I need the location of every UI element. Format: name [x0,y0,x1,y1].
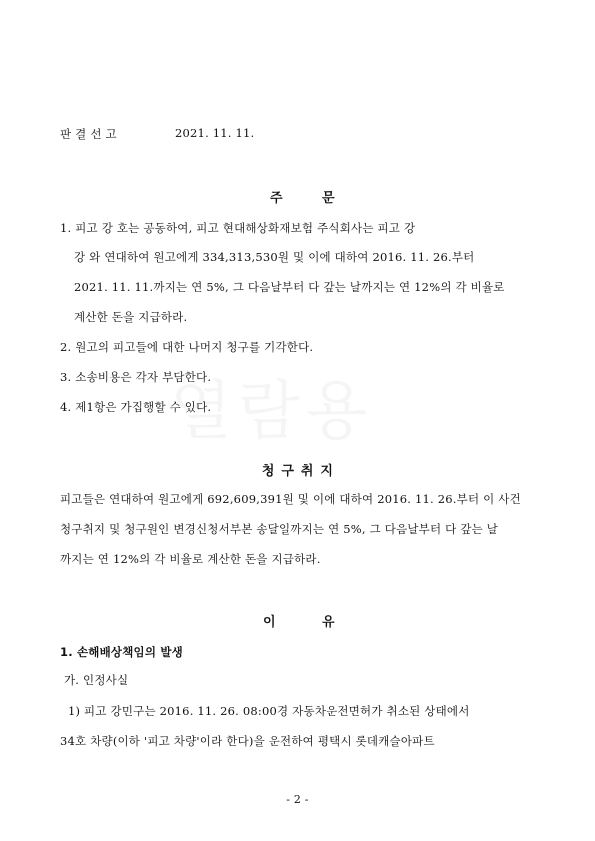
reason-heading-right: 유 [322,615,335,630]
fact-line-2: 34호 차량(이하 '피고 차량'이라 한다)을 운전하여 평택시 롯데캐슬아파트 [60,734,435,748]
section-title: 1. 손해배상책임의 발생 [60,645,183,659]
order-item-1-line2: 강 와 연대하여 원고에게 334,313,530원 및 이에 대하여 2016. 11. 26.부터 [74,250,475,264]
claim-heading: 청 구 취 지 [261,464,334,479]
order-heading-left: 주 [270,191,283,206]
order-item-1-line3: 2021. 11. 11.까지는 연 5%, 그 다음날부터 다 갚는 날까지는 연 12%의 각 비율로 [74,280,505,294]
order-item-2: 2. 원고의 피고들에 대한 나머지 청구를 기각한다. [60,340,314,354]
order-item-4: 4. 제1항은 가집행할 수 있다. [60,400,212,414]
claim-line-3: 까지는 연 12%의 각 비율로 계산한 돈을 지급하라. [60,552,321,566]
order-heading-right: 문 [322,191,335,206]
claim-line-2: 청구취지 및 청구원인 변경신청서부본 송달일까지는 연 5%, 그 다음날부터 다 갚는 날 [60,522,499,536]
reason-heading-left: 이 [263,615,276,630]
order-item-1-line1: 1. 피고 강 호는 공동하여, 피고 현대해상화재보험 주식회사는 피고 강 [60,221,416,235]
sentence-label: 판 결 선 고 [60,127,117,141]
order-item-3: 3. 소송비용은 각자 부담한다. [60,370,212,384]
sentence-date: 2021. 11. 11. [175,126,255,140]
claim-line-1: 피고들은 연대하여 원고에게 692,609,391원 및 이에 대하여 2016. 11. 26.부터 이 사건 [60,492,521,506]
order-item-1-line4: 계산한 돈을 지급하라. [74,310,188,324]
subsection-title: 가. 인정사실 [64,673,129,687]
page-number: - 2 - [286,793,309,806]
fact-line-1: 1) 피고 강민구는 2016. 11. 26. 08:00경 자동차운전면허가 취소된 상태에서 [68,704,470,718]
